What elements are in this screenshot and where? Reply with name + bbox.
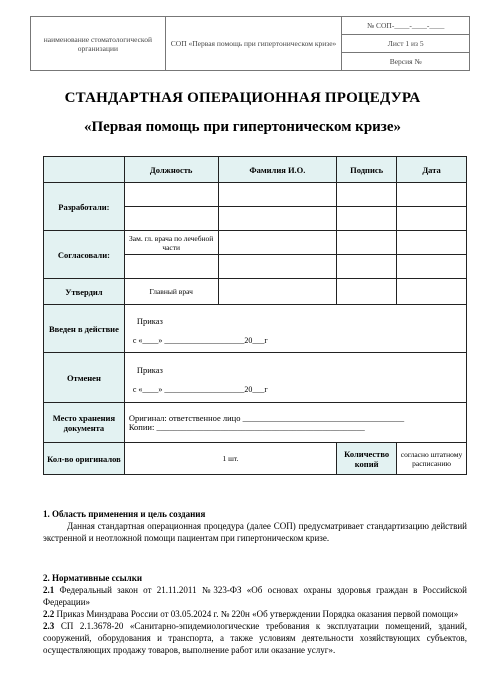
cell[interactable] [218, 207, 337, 231]
cell[interactable] [397, 207, 467, 231]
sop-title-short: СОП «Первая помощь при гипертоническом кризе» [165, 17, 342, 71]
section-scope [43, 508, 467, 544]
section-references [43, 572, 467, 656]
cell[interactable] [397, 231, 467, 255]
col-position: Должность [124, 157, 218, 183]
col-signature: Подпись [337, 157, 397, 183]
reference-item [43, 584, 467, 608]
cell[interactable] [337, 279, 397, 305]
row-approved: Утвердил [44, 279, 125, 305]
row-enacted: Введен в действие [44, 305, 125, 353]
reference-number: 2.1 [43, 585, 55, 595]
row-storage: Место хранения документа [44, 403, 125, 443]
reference-number: 2.3 [43, 621, 55, 631]
cell[interactable] [218, 279, 337, 305]
version-number: Версия № [342, 53, 470, 71]
reference-text: Федеральный закон от 21.11.2011 №323-ФЗ «Об основах охраны здоровья граждан в Российской Федерации» [43, 585, 467, 607]
cell[interactable] [397, 255, 467, 279]
col-name: Фамилия И.О. [218, 157, 337, 183]
section-heading: 2. Нормативные ссылки [43, 573, 143, 583]
row-copies: Количество копий [337, 443, 397, 475]
reference-item [43, 608, 467, 620]
copies-value: согласно штатному расписанию [397, 443, 467, 475]
reference-text: Приказ Минздрава России от 03.05.2024 г. № 220н «Об утверждении Порядка оказания первой помощи» [56, 609, 459, 619]
document-header [30, 16, 470, 71]
cell[interactable] [218, 231, 337, 255]
originals-value: 1 шт. [124, 443, 336, 475]
sop-number: № СОП-____-____-____ [342, 17, 470, 35]
row-originals: Кол-во оригиналов [44, 443, 125, 475]
agreed-position: Зам. гл. врача по лечебной части [124, 231, 218, 255]
cancel-order[interactable] [124, 353, 466, 403]
cell[interactable] [337, 207, 397, 231]
order-line: с «____» ____________________20___г [132, 336, 268, 345]
sheet-number: Лист 1 из 5 [342, 35, 470, 53]
reference-number: 2.2 [43, 609, 55, 619]
enacted-order[interactable] [124, 305, 466, 353]
cell[interactable] [397, 279, 467, 305]
cell[interactable] [124, 207, 218, 231]
storage-info[interactable] [124, 403, 466, 443]
row-developed: Разработали: [44, 183, 125, 231]
cell[interactable] [337, 255, 397, 279]
cell[interactable] [397, 183, 467, 207]
org-name: наименование стоматологической организации [31, 17, 166, 71]
cell[interactable] [337, 183, 397, 207]
document-title: СТАНДАРТНАЯ ОПЕРАЦИОННАЯ ПРОЦЕДУРА [64, 90, 421, 106]
order-label: Приказ [136, 316, 163, 326]
cell[interactable] [218, 255, 337, 279]
cell[interactable] [124, 255, 218, 279]
reference-item [43, 620, 467, 656]
storage-original: Оригинал: ответственное лицо ______________________________________ [128, 412, 405, 423]
cell[interactable] [124, 183, 218, 207]
cell[interactable] [337, 231, 397, 255]
document-subtitle: «Первая помощь при гипертоническом кризе» [84, 119, 401, 135]
col-date: Дата [397, 157, 467, 183]
corner-cell [44, 157, 125, 183]
cell[interactable] [218, 183, 337, 207]
row-agreed: Согласовали: [44, 231, 125, 279]
section-heading: 1. Область применения и цель создания [43, 509, 206, 519]
row-cancelled: Отменен [44, 353, 125, 403]
cancel-order-label: Приказ [136, 365, 163, 375]
approved-position: Главный врач [124, 279, 218, 305]
reference-text: СП 2.1.3678-20 «Санитарно-эпидемиологические требования к эксплуатации помещений, зданий, сооружений, оборудования и транспорта, а также условиям деятельности хозяйствующих субъектов, осуществляющих продажу товаров, выполнение работ или оказание услуг». [43, 621, 468, 655]
storage-copies: Копии: _________________________________________________ [128, 421, 365, 432]
cancel-order-line: с «____» ____________________20___г [132, 385, 268, 394]
section-text: Данная стандартная операционная процедура (далее СОП) предусматривает стандартизацию действий экстренной и неотложной помощи пациентам при гипертоническом кризе. [43, 521, 467, 543]
approval-table [43, 156, 467, 475]
